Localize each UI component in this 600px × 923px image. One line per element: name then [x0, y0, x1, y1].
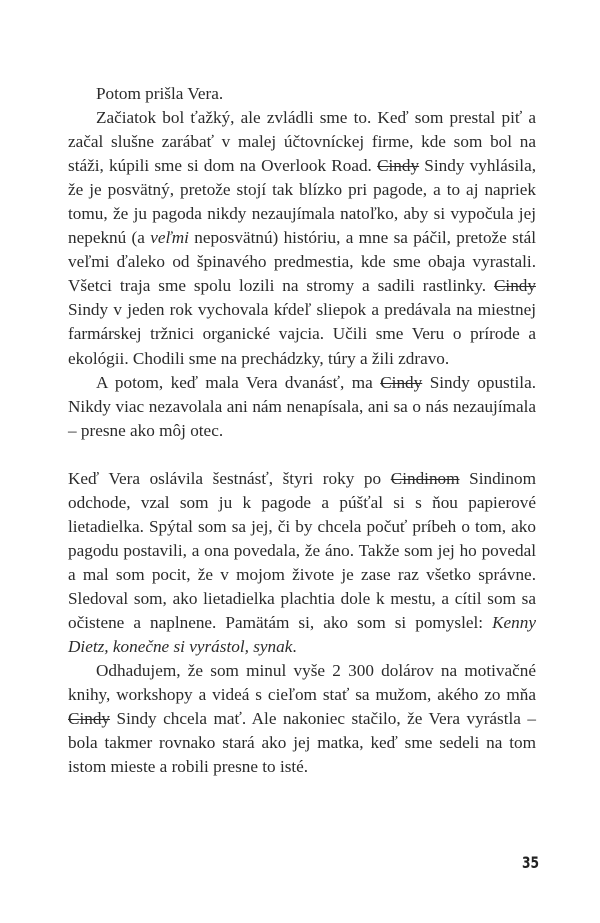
struck-text: Cindy: [493, 276, 536, 296]
text-run: Odhadujem, že som minul vyše 2 300 dolárov na motivačné knihy, workshopy a videá s cieľom stať sa mužom, akého zo mňa: [68, 661, 536, 705]
struck-text: Cindinom: [390, 468, 460, 488]
struck-text: Cindy: [380, 372, 423, 392]
text-run: Keď Vera oslávila šestnásť, štyri roky po: [68, 468, 391, 488]
italic-text: veľmi: [150, 228, 189, 248]
section-break: [68, 443, 536, 467]
text-run: A potom, keď mala Vera dvanásť, ma: [96, 372, 381, 392]
text-run: Sindinom odchode, vzal som ju k pagode a púšťal si s ňou papierové lietadielka. Spýtal som sa jej, či by chcela počuť príbeh o tom, ako pagodu postavili, a ona povedala, že áno. Takže som jej ho povedal a mal som pocit, že v mojom živote je zase raz všetko správne. Sledoval som, ako lietadielka plachtia dole k mestu, a cítil som sa očistene a naplnene. Pamätám si, ako som si pomyslel:: [68, 468, 536, 632]
text-run: Sindy v jeden rok vychovala kŕdeľ sliepok a predávala na miestnej farmárskej tržnici organické vajcia. Učili sme Veru o prírode a ekológii. Chodili sme na prechádzky, túry a žili zdravo.: [68, 300, 536, 368]
paragraph: [68, 659, 536, 779]
page-number: 35: [522, 853, 540, 872]
struck-text: Cindy: [68, 709, 111, 729]
text-run: Potom prišla Vera.: [96, 84, 224, 103]
text-run: Sindy chcela mať. Ale nakoniec stačilo, že Vera vyrástla – bola takmer rovnako stará ako jej matka, keď sme sedeli na tom istom mieste a robili presne to isté.: [68, 709, 536, 777]
paragraph: [68, 82, 536, 106]
struck-text: Cindy: [377, 156, 420, 176]
paragraph: [68, 467, 536, 659]
text-run: Sindy vyhlásila, že je posvätný, pretože stojí tak blízko pri pagode, a to aj napriek tomu, že ju pagoda nikdy nezaujímala natoľko, aby si vypočula jej nepeknú (a: [68, 156, 536, 248]
text-run: Začiatok bol ťažký, ale zvládli sme to. Keď som prestal piť a začal slušne zarábať v malej účtovníckej firme, kde som bol na stáži, kúpili sme si dom na Overlook Road.: [68, 108, 536, 176]
text-run: .: [292, 637, 297, 657]
text-run: Sindy opustila. Nikdy viac nezavolala ani nám nenapísala, ani sa o nás nezaujímala – presne ako môj otec.: [68, 372, 536, 440]
text-run: neposvätnú) históriu, a mne sa páčil, pretože stál veľmi ďaleko od špinavého predmestia, kde sme obaja vyrastali. Všetci traja sme spolu lozili na stromy a sadili rastlinky.: [68, 228, 536, 296]
italic-text: Kenny Dietz, konečne si vyrástol, synak: [68, 612, 536, 657]
page-body: [68, 82, 536, 779]
paragraph: [68, 106, 536, 371]
paragraph: [68, 371, 536, 443]
